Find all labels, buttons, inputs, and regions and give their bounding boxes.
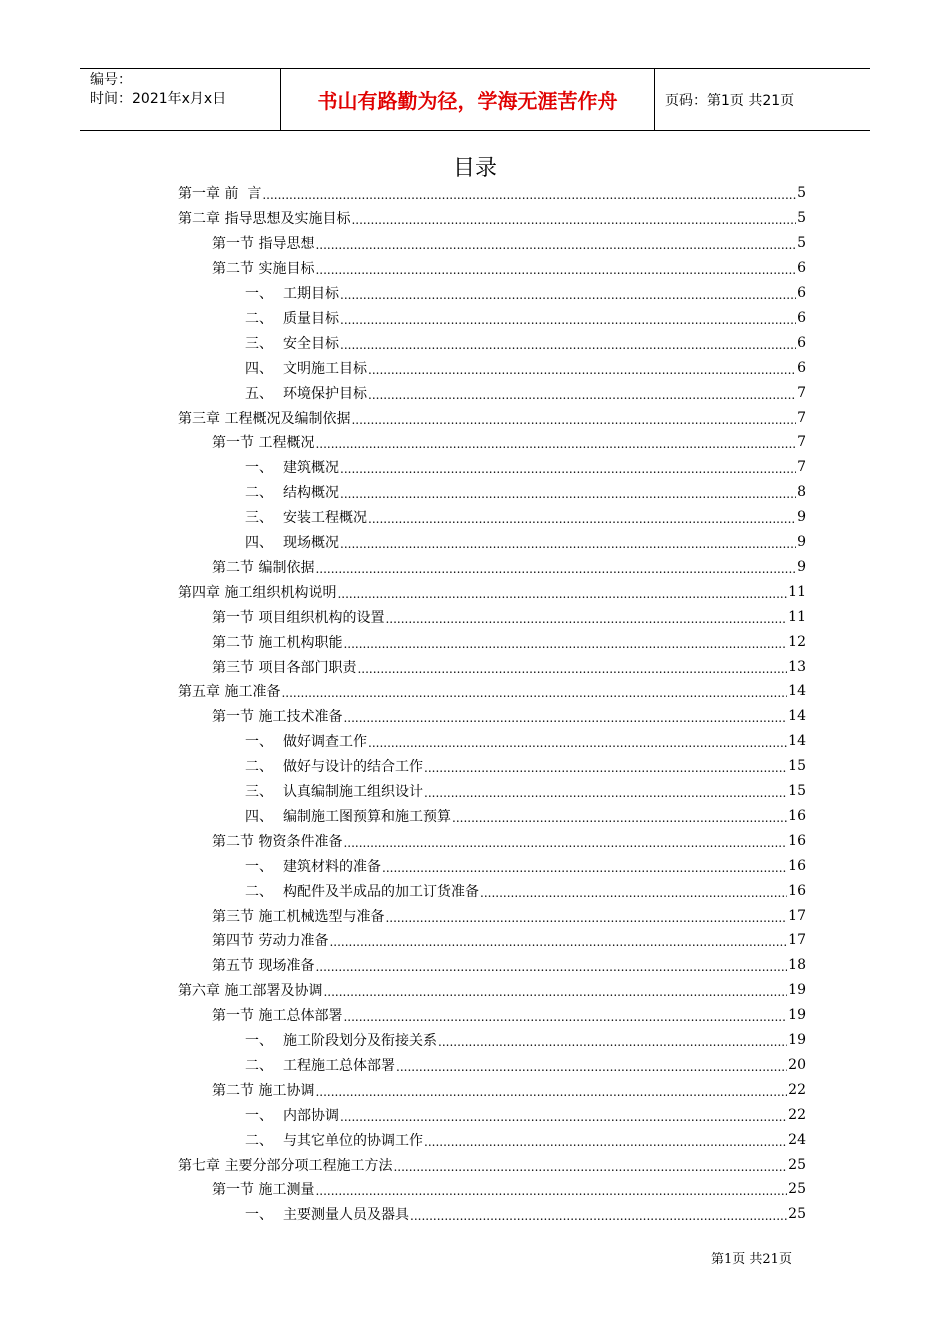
toc-entry-label [245, 1030, 437, 1050]
toc-dot-leader [343, 1010, 787, 1024]
toc-entry[interactable] [245, 380, 806, 405]
toc-entry-title: 工程概况 [258, 435, 315, 452]
toc-entry-label [212, 831, 342, 851]
toc-entry-number: 第二节 [212, 833, 254, 850]
toc-entry-number: 第一章 [178, 186, 220, 203]
toc-entry[interactable] [212, 629, 806, 654]
toc-entry-number: 一、 [245, 1107, 273, 1124]
toc-entry-number: 二、 [245, 1132, 273, 1149]
toc-entry[interactable] [212, 1003, 806, 1028]
toc-entry[interactable] [178, 679, 806, 704]
toc-entry-label [212, 233, 314, 253]
toc-entry-page: 25 [788, 1156, 806, 1173]
toc-entry-title: 现场概况 [283, 535, 339, 552]
toc-entry-label [178, 980, 322, 1000]
toc-entry[interactable] [245, 1202, 806, 1227]
toc-dot-leader [340, 537, 796, 551]
toc-entry-title: 工程施工总体部署 [283, 1057, 395, 1074]
toc-entry-number: 一、 [245, 858, 273, 875]
toc-entry-title: 指导思想及实施目标 [224, 211, 351, 228]
toc-dot-leader [315, 263, 796, 277]
toc-entry-title: 编制依据 [258, 559, 315, 576]
toc-entry-title: 施工测量 [258, 1182, 315, 1199]
toc-entry-number: 第一节 [212, 609, 254, 626]
toc-entry-label [245, 283, 339, 303]
toc-entry-page: 6 [797, 260, 806, 277]
toc-dot-leader [343, 836, 787, 850]
toc-entry[interactable] [245, 754, 806, 779]
toc-entry-label [212, 955, 314, 975]
toc-dot-leader [424, 1135, 787, 1149]
toc-entry-number: 四、 [245, 535, 273, 552]
toc-entry-title: 工程概况及编制依据 [224, 410, 351, 427]
toc-entry-page: 14 [788, 683, 806, 700]
toc-dot-leader [393, 1160, 787, 1174]
toc-entry-page: 6 [797, 285, 806, 302]
toc-entry-page: 16 [788, 857, 806, 874]
toc-entry[interactable] [245, 306, 806, 331]
toc-entry-number: 三、 [245, 335, 273, 352]
toc-entry-page: 8 [797, 484, 806, 501]
toc-entry-title: 施工总体部署 [258, 1008, 343, 1025]
toc-dot-leader [424, 761, 787, 775]
toc-dot-leader [337, 587, 787, 601]
toc-entry-page: 19 [788, 1007, 806, 1024]
toc-dot-leader [340, 313, 796, 327]
toc-entry[interactable] [245, 355, 806, 380]
toc-entry[interactable] [245, 853, 806, 878]
toc-dot-leader [385, 612, 787, 626]
toc-entry-number: 第三章 [178, 410, 220, 427]
toc-entry-number: 第二章 [178, 211, 220, 228]
toc-dot-leader [351, 213, 796, 227]
toc-entry-label [245, 1130, 423, 1150]
toc-entry-page: 7 [797, 459, 806, 476]
toc-entry[interactable] [212, 903, 806, 928]
toc-entry-number: 二、 [245, 310, 273, 327]
toc-entry-label [212, 607, 384, 627]
toc-entry[interactable] [245, 1127, 806, 1152]
toc-entry[interactable] [212, 1177, 806, 1202]
toc-entry-number: 三、 [245, 510, 273, 527]
page-header [80, 68, 870, 131]
toc-entry-page: 5 [797, 210, 806, 227]
toc-entry-number: 第二节 [212, 1082, 254, 1099]
toc-entry-title: 环境保护目标 [283, 385, 367, 402]
toc-entry-page: 11 [788, 608, 806, 625]
toc-entry-number: 二、 [245, 759, 273, 776]
toc-entry-label [245, 482, 339, 502]
toc-entry[interactable] [245, 804, 806, 829]
toc-dot-leader [340, 487, 796, 501]
header-motto: 书山有路勤为径，学海无涯苦作舟 [281, 69, 655, 130]
toc-entry-number: 第二节 [212, 261, 254, 278]
toc-entry-label [245, 1055, 395, 1075]
toc-entry-page: 6 [797, 309, 806, 326]
toc-entry[interactable] [178, 181, 806, 206]
toc-entry-title: 安装工程概况 [283, 510, 367, 527]
toc-entry-page: 7 [797, 409, 806, 426]
toc-entry-page: 9 [797, 534, 806, 551]
toc-entry-title: 实施目标 [258, 261, 315, 278]
toc-dot-leader [396, 1060, 787, 1074]
toc-entry-number: 第三节 [212, 659, 254, 676]
toc-entry-title: 施工协调 [258, 1082, 315, 1099]
toc-entry-label [212, 258, 314, 278]
toc-entry-label [245, 1204, 409, 1224]
toc-dot-leader [315, 238, 796, 252]
toc-entry-number: 第一节 [212, 1008, 254, 1025]
toc-dot-leader [351, 413, 796, 427]
toc-entry-label [212, 657, 356, 677]
toc-dot-leader [323, 985, 787, 999]
toc-dot-leader [368, 363, 796, 377]
toc-entry[interactable] [245, 779, 806, 804]
toc-entry-number: 第四章 [178, 584, 220, 601]
toc-entry[interactable] [245, 330, 806, 355]
toc-dot-leader [329, 935, 787, 949]
toc-entry-page: 20 [788, 1056, 806, 1073]
toc-entry-label [178, 681, 280, 701]
toc-entry-number: 第一节 [212, 709, 254, 726]
toc-entry[interactable] [212, 828, 806, 853]
toc-dot-leader [368, 512, 796, 526]
toc-entry-label [245, 1105, 339, 1125]
toc-entry-title: 项目组织机构的设置 [258, 609, 385, 626]
toc-entry-number: 第四节 [212, 933, 254, 950]
toc-entry-label [245, 806, 451, 826]
toc-entry[interactable] [245, 281, 806, 306]
toc-entry[interactable] [212, 604, 806, 629]
toc-entry-page: 13 [788, 658, 806, 675]
toc-entry-title: 建筑概况 [283, 460, 339, 477]
toc-entry-title: 施工准备 [224, 684, 281, 701]
toc-entry-title: 施工部署及协调 [224, 983, 323, 1000]
toc-entry-page: 25 [788, 1181, 806, 1198]
toc-dot-leader [315, 1085, 787, 1099]
toc-entry-label [212, 432, 314, 452]
toc-entry-number: 第一节 [212, 1182, 254, 1199]
toc-dot-leader [410, 1209, 787, 1223]
toc-entry-number: 四、 [245, 808, 273, 825]
toc-dot-leader [343, 711, 787, 725]
toc-entry-label [178, 408, 350, 428]
toc-entry-label [245, 881, 479, 901]
toc-entry-title: 做好与设计的结合工作 [283, 759, 423, 776]
toc-entry-page: 14 [788, 733, 806, 750]
toc-entry-page: 16 [788, 882, 806, 899]
toc-entry-title: 结构概况 [283, 485, 339, 502]
toc-entry-page: 24 [788, 1131, 806, 1148]
toc-entry[interactable] [245, 480, 806, 505]
toc-entry-label [212, 706, 342, 726]
toc-entry-page: 6 [797, 334, 806, 351]
toc-entry-title: 做好调查工作 [283, 734, 367, 751]
toc-dot-leader [281, 686, 787, 700]
toc-entry-title: 建筑材料的准备 [283, 858, 381, 875]
toc-entry-page: 19 [788, 1032, 806, 1049]
toc-entry[interactable] [245, 505, 806, 530]
toc-entry-title: 质量目标 [283, 310, 339, 327]
toc-dot-leader [368, 736, 787, 750]
toc-dot-leader [368, 388, 796, 402]
toc-entry-page: 9 [797, 509, 806, 526]
toc-entry-page: 5 [797, 235, 806, 252]
toc-entry-page: 9 [797, 558, 806, 575]
toc-entry-page: 15 [788, 758, 806, 775]
toc-entry-title: 施工机构职能 [258, 634, 343, 651]
code-label: 编号： [90, 72, 132, 88]
toc-entry-number: 第一节 [212, 435, 254, 452]
toc-entry-page: 22 [788, 1106, 806, 1123]
toc-entry-page: 16 [788, 832, 806, 849]
toc-entry-label [212, 632, 342, 652]
toc-entry[interactable] [245, 1053, 806, 1078]
toc-dot-leader [357, 662, 787, 676]
toc-entry-title: 主要测量人员及器具 [283, 1207, 409, 1224]
toc-entry[interactable] [212, 1077, 806, 1102]
header-page-info: 页码：第1页 共21页 [665, 92, 795, 109]
toc-entry-label [245, 507, 367, 527]
toc-entry[interactable] [178, 206, 806, 231]
toc-entry-label [245, 333, 339, 353]
toc-entry[interactable] [212, 256, 806, 281]
toc-entry-title: 劳动力准备 [258, 933, 329, 950]
toc-entry[interactable] [178, 978, 806, 1003]
toc-entry-page: 5 [797, 185, 806, 202]
toc-entry-label [245, 358, 367, 378]
toc-entry[interactable] [245, 729, 806, 754]
toc-entry[interactable] [178, 405, 806, 430]
toc-dot-leader [315, 562, 796, 576]
toc-dot-leader [340, 288, 796, 302]
toc-entry-page: 22 [788, 1081, 806, 1098]
toc-entry-title: 物资条件准备 [258, 833, 343, 850]
toc-entry-title: 前 言 [224, 186, 262, 203]
toc-entry-number: 三、 [245, 784, 273, 801]
toc-entry[interactable] [245, 1028, 806, 1053]
toc-entry-page: 16 [788, 807, 806, 824]
toc-entry-label [245, 457, 339, 477]
toc-entry-title: 工期目标 [283, 286, 339, 303]
toc-dot-leader [262, 188, 796, 202]
toc-entry-label [245, 756, 423, 776]
toc-entry-number: 五、 [245, 385, 273, 402]
toc-entry-page: 18 [788, 957, 806, 974]
toc-entry-title: 认真编制施工组织设计 [283, 784, 423, 801]
toc-dot-leader [315, 437, 796, 451]
toc-entry[interactable] [212, 928, 806, 953]
toc-entry-label [178, 582, 336, 602]
toc-entry[interactable] [178, 1152, 806, 1177]
toc-entry-label [245, 383, 367, 403]
toc-entry-title: 项目各部门职责 [258, 659, 357, 676]
toc-entry-number: 第六章 [178, 983, 220, 1000]
toc-dot-leader [340, 462, 796, 476]
toc-entry-title: 现场准备 [258, 958, 315, 975]
toc-entry-page: 7 [797, 384, 806, 401]
toc-entry-label [178, 208, 350, 228]
toc-dot-leader [438, 1035, 787, 1049]
toc-entry[interactable] [212, 953, 806, 978]
toc-entry-title: 施工机械选型与准备 [258, 908, 385, 925]
toc-entry-title: 与其它单位的协调工作 [283, 1132, 423, 1149]
toc-entry-number: 一、 [245, 460, 273, 477]
toc-entry-number: 第二节 [212, 559, 254, 576]
toc-entry-title: 施工技术准备 [258, 709, 343, 726]
toc-entry-number: 二、 [245, 485, 273, 502]
toc-title: 目录 [452, 156, 497, 181]
toc-entry-label [212, 1005, 342, 1025]
toc-dot-leader [424, 786, 787, 800]
toc-entry-number: 二、 [245, 883, 273, 900]
toc-entry-number: 二、 [245, 1057, 273, 1074]
toc-dot-leader [340, 1110, 787, 1124]
toc-entry-title: 施工阶段划分及衔接关系 [283, 1033, 437, 1050]
toc-entry-page: 14 [788, 708, 806, 725]
toc-entry-number: 第三节 [212, 908, 254, 925]
toc-entry-label [178, 1155, 392, 1175]
toc-dot-leader [480, 886, 787, 900]
toc-entry-title: 施工组织机构说明 [224, 584, 337, 601]
toc-entry-label [178, 183, 261, 203]
toc-entry-number: 第五节 [212, 958, 254, 975]
toc-entry-number: 第二节 [212, 634, 254, 651]
toc-entry[interactable] [245, 1102, 806, 1127]
toc-entry-label [245, 532, 339, 552]
toc-entry-number: 四、 [245, 360, 273, 377]
header-meta [80, 69, 281, 130]
toc-entry[interactable] [212, 555, 806, 580]
toc-entry-page: 17 [788, 932, 806, 949]
toc-dot-leader [315, 1184, 787, 1198]
toc-entry-number: 一、 [245, 1207, 273, 1224]
toc-entry[interactable] [178, 579, 806, 604]
toc-entry-page: 11 [788, 583, 806, 600]
toc-entry-number: 一、 [245, 734, 273, 751]
toc-entry[interactable] [245, 530, 806, 555]
toc-entry-label [212, 930, 328, 950]
page-footer: 第1页 共21页 [711, 1252, 792, 1267]
toc-entry-page: 12 [788, 633, 806, 650]
toc-entry-title: 编制施工图预算和施工预算 [283, 808, 451, 825]
toc-entry-page: 19 [788, 982, 806, 999]
toc-entry[interactable] [245, 878, 806, 903]
toc-entry-number: 第一节 [212, 236, 254, 253]
toc-entry-page: 25 [788, 1206, 806, 1223]
toc-dot-leader [343, 637, 787, 651]
toc-entry-label [245, 731, 367, 751]
toc-dot-leader [315, 960, 787, 974]
toc-entry[interactable] [212, 231, 806, 256]
toc-entry-page: 17 [788, 907, 806, 924]
toc-entry-page: 6 [797, 359, 806, 376]
toc-entry-label [212, 1080, 314, 1100]
toc-entry-page: 15 [788, 783, 806, 800]
toc-entry-label [212, 557, 314, 577]
toc-entry[interactable] [212, 430, 806, 455]
toc-dot-leader [340, 338, 796, 352]
toc-entry-label [212, 1179, 314, 1199]
toc-entry[interactable] [212, 654, 806, 679]
toc-entry-label [245, 856, 381, 876]
toc-entry-title: 文明施工目标 [283, 360, 367, 377]
toc-entry-number: 一、 [245, 1033, 273, 1050]
toc-entry-label [212, 906, 384, 926]
toc-entry-title: 构配件及半成品的加工订货准备 [283, 883, 479, 900]
toc-entry-title: 安全目标 [283, 335, 339, 352]
toc-entry-title: 主要分部分项工程施工方法 [224, 1157, 393, 1174]
toc-entry-number: 第五章 [178, 684, 220, 701]
toc-dot-leader [452, 811, 787, 825]
toc-entry[interactable] [245, 455, 806, 480]
toc-dot-leader [385, 911, 787, 925]
toc-entry-number: 第七章 [178, 1157, 220, 1174]
toc-entry-title: 指导思想 [258, 236, 315, 253]
toc-entry-label [245, 781, 423, 801]
toc-entry[interactable] [212, 704, 806, 729]
toc-dot-leader [382, 861, 787, 875]
toc-entry-label [245, 308, 339, 328]
toc-entry-number: 一、 [245, 286, 273, 303]
toc-entry-title: 内部协调 [283, 1107, 339, 1124]
time-label: 时间：2021年x月x日 [90, 91, 227, 107]
toc-entry-page: 7 [797, 434, 806, 451]
